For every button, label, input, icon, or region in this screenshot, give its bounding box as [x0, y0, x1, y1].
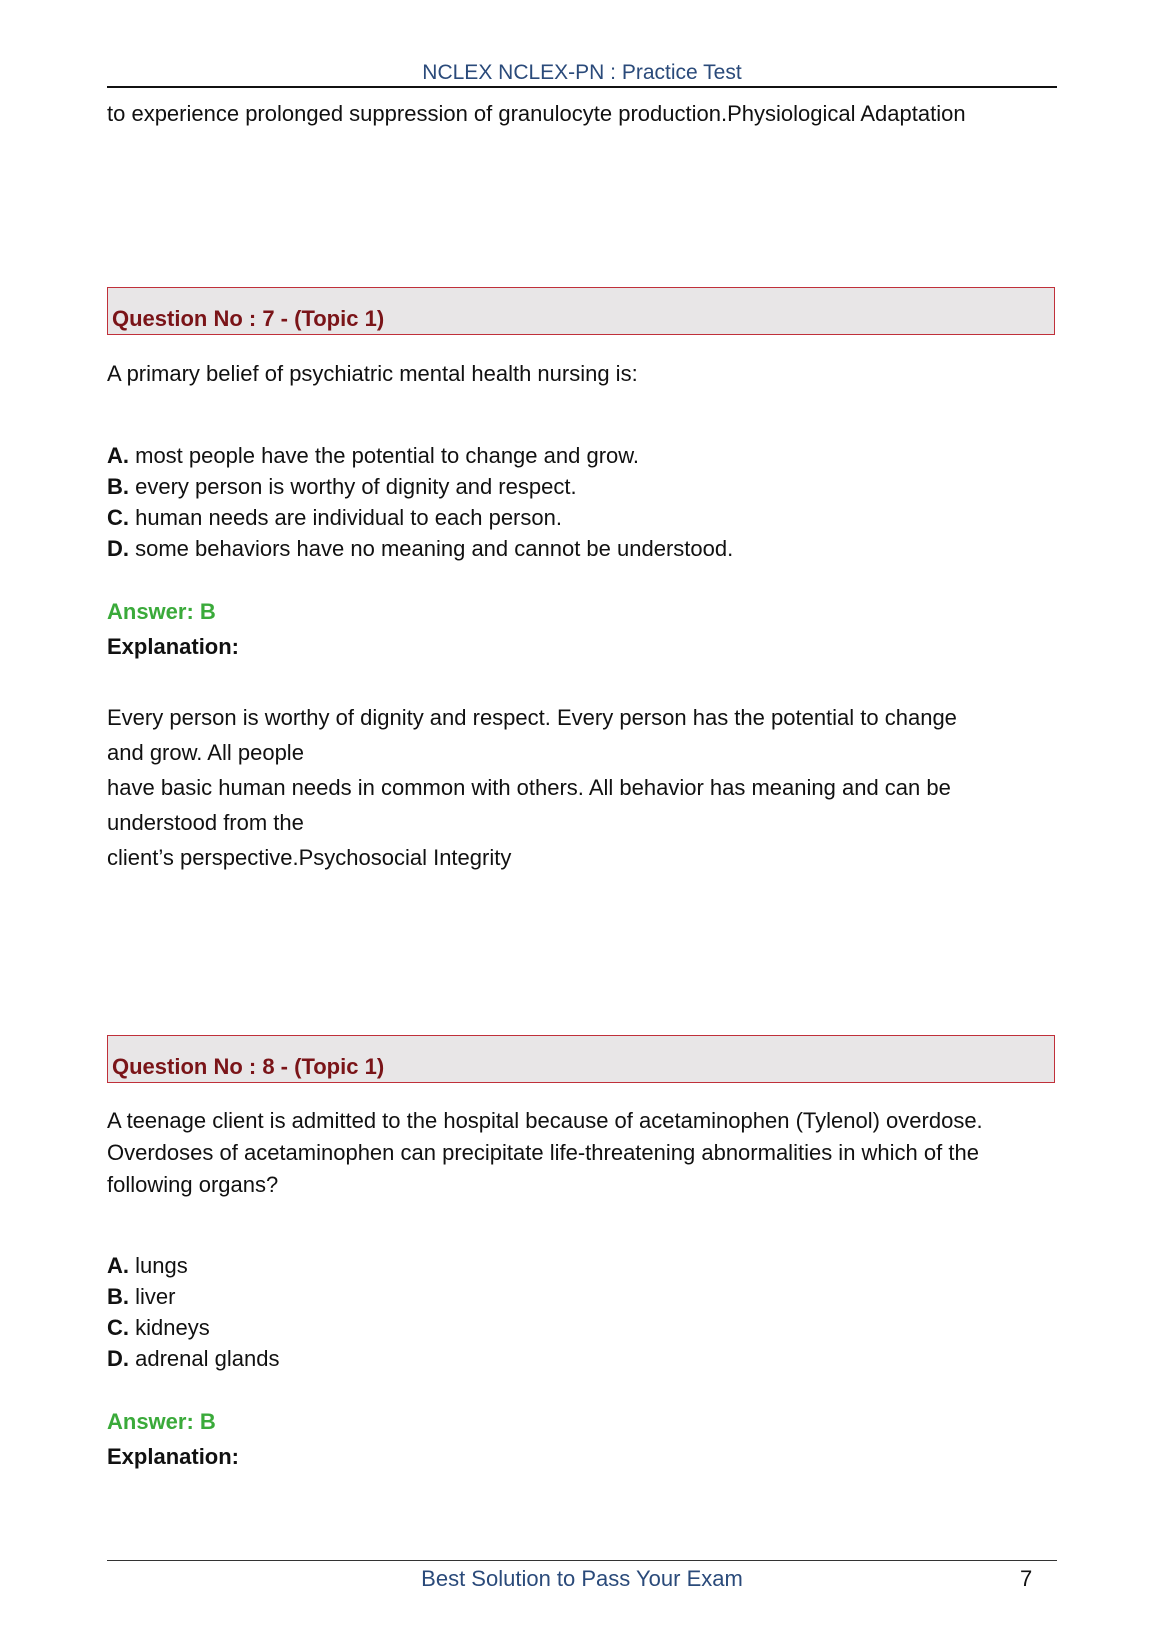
question-8-option-c: [107, 1312, 210, 1343]
option-letter: C.: [107, 505, 129, 530]
option-text: most people have the potential to change and grow.: [135, 443, 640, 468]
option-text: liver: [135, 1284, 176, 1309]
option-letter: B.: [107, 474, 129, 499]
question-8-option-d: [107, 1343, 279, 1374]
option-text: some behaviors have no meaning and cannot be understood.: [135, 536, 734, 561]
question-8-header: [107, 1035, 1055, 1083]
option-text: human needs are individual to each person.: [135, 505, 562, 530]
question-8-option-a: [107, 1250, 188, 1281]
question-7-title: Question No : 7 - (Topic 1): [112, 306, 385, 331]
question-7-option-c: [107, 502, 562, 533]
question-8-stem-line-3: following organs?: [107, 1172, 279, 1197]
option-text: adrenal glands: [135, 1346, 280, 1371]
header-divider: [107, 86, 1057, 88]
option-text: every person is worthy of dignity and respect.: [135, 474, 577, 499]
question-7-explanation-line-3: have basic human needs in common with others. All behavior has meaning and can be: [107, 775, 951, 800]
question-7-option-b: [107, 471, 577, 502]
question-7-explanation-line-2: and grow. All people: [107, 740, 304, 765]
question-8-answer: Answer: B: [107, 1409, 216, 1434]
option-text: lungs: [135, 1253, 188, 1278]
question-8-option-b: [107, 1281, 175, 1312]
question-7-explanation-line-1: Every person is worthy of dignity and respect. Every person has the potential to change: [107, 705, 957, 730]
option-letter: A.: [107, 443, 129, 468]
question-8-title: Question No : 8 - (Topic 1): [112, 1054, 385, 1079]
option-letter: B.: [107, 1284, 129, 1309]
option-text: kidneys: [135, 1315, 210, 1340]
carryover-text: to experience prolonged suppression of granulocyte production.Physiological Adaptation: [107, 101, 966, 126]
option-letter: A.: [107, 1253, 129, 1278]
question-7-answer: Answer: B: [107, 599, 216, 624]
question-7-header: [107, 287, 1055, 335]
question-8-stem-line-1: A teenage client is admitted to the hospital because of acetaminophen (Tylenol) overdose.: [107, 1108, 983, 1133]
page-header-title: NCLEX NCLEX-PN : Practice Test: [422, 61, 742, 84]
question-7-explanation-label: Explanation:: [107, 634, 240, 659]
question-8-stem-line-2: Overdoses of acetaminophen can precipitate life-threatening abnormalities in which of the: [107, 1140, 979, 1165]
question-8-explanation-label: Explanation:: [107, 1444, 240, 1469]
question-7-explanation-line-5: client’s perspective.Psychosocial Integrity: [107, 845, 512, 870]
option-letter: C.: [107, 1315, 129, 1340]
footer-divider: [107, 1560, 1057, 1561]
question-7-option-a: [107, 440, 639, 471]
option-letter: D.: [107, 1346, 129, 1371]
question-7-stem: A primary belief of psychiatric mental health nursing is:: [107, 361, 638, 386]
page-number: 7: [1020, 1566, 1033, 1591]
question-7-explanation-line-4: understood from the: [107, 810, 304, 835]
footer-text: Best Solution to Pass Your Exam: [421, 1566, 743, 1591]
question-7-option-d: [107, 533, 733, 564]
option-letter: D.: [107, 536, 129, 561]
